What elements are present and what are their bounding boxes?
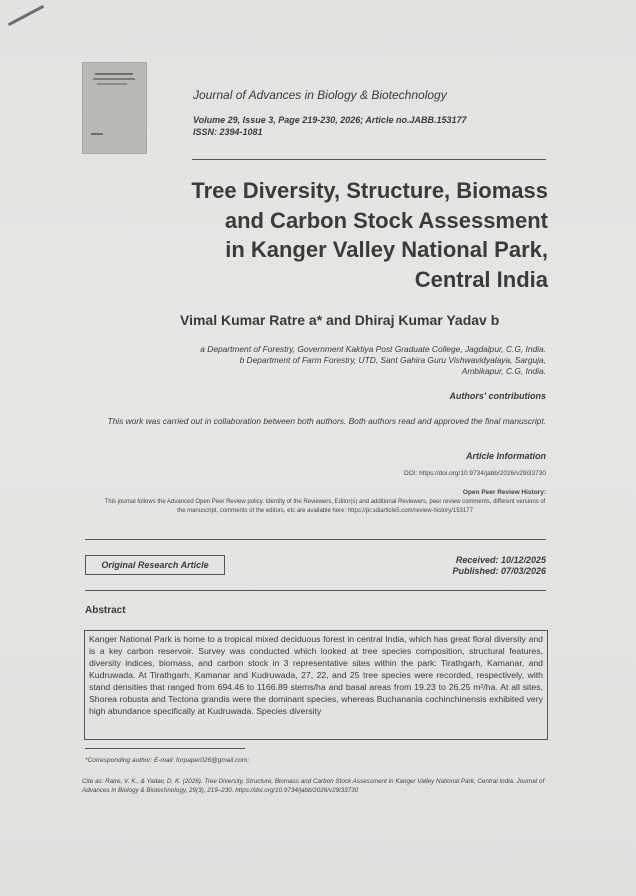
cover-logo-line [91,133,103,135]
corresponding-author: *Corresponding author: E-mail: forpaper026@gmail.com; [85,757,250,764]
affiliation-b-cont: Ambikapur, C.G, India. [461,366,546,376]
abstract-rule [85,590,546,591]
published-date: Published: 07/03/2026 [452,566,546,576]
journal-name: Journal of Advances in Biology & Biotechnology [193,88,447,102]
cover-title-line [97,83,127,85]
article-title [128,176,548,294]
title-line: in Kanger Valley National Park, [225,237,548,262]
peer-review-text: This journal follows the Advanced Open Peer Review policy. Identity of the Reviewers, Editor(s) and additional Reviewers, peer review comments, different versions of the manuscript, comments of the editors, etc are available here: https://pr.sdiarticle5.com/review-history/153177 [104,499,546,514]
affiliation-a: a Department of Forestry, Government Kaktiya Post Graduate College, Jagdalpur, C.G, India. [200,344,546,354]
footnote-rule [85,748,245,749]
abstract-heading: Abstract [85,605,126,616]
contributions-text: This work was carried out in collaboration between both authors. Both authors read and approved the final manuscript. [107,416,546,426]
pen-mark [8,5,45,26]
title-line: and Carbon Stock Assessment [224,207,548,233]
title-line: Central India [414,266,548,292]
volume-line: Volume 29, Issue 3, Page 219-230, 2026; Article no.JABB.153177 [193,115,467,125]
header-rule [192,159,546,160]
doi-link[interactable]: DOI: https://doi.org/10.9734/jabb/2026/v29i33730 [403,470,546,477]
peer-review-heading: Open Peer Review History: [462,489,546,496]
journal-cover-thumbnail [82,62,147,154]
cover-title-line [93,78,135,80]
abstract-text: Kanger National Park is home to a tropical mixed deciduous forest in central India, which has great floral diversity and is a key carbon reservoir. Survey was conducted which looked at tree species composition, structural features, diversity indices, biomass, and carbon stock in 3 representative sites within the park: Tirathgarh, Kamanar, and Kudruwada. At Tirathgarh, Kamanar and Kudruwada, 27, 22, and 25 tree species were recorded, respectively, with stand densities that ranged from 694.46 to 1166.89 stems/ha and basal areas from 19.23 to 26.25 m²/ha. At all sites, Shorea robusta and Tectona grandis were the dominant species, whereas Buchanania cochinchinensis exhibited very high abundance specifically at Kudruwada. Species diversity [89,634,543,716]
article-dates [452,555,546,577]
contributions-heading: Authors' contributions [449,391,546,401]
article-type-box: Original Research Article [85,555,225,575]
title-line: Tree Diversity, Structure, Biomass [191,178,548,203]
cover-title-line [95,73,133,75]
affiliation-b: b Department of Farm Forestry, UTD, Sant Gahira Guru Vishwavidyalaya, Sarguja, [239,355,546,365]
citation: Cite as: Ratre, V. K., & Yadav, D. K. (2026). Tree Diversity, Structure, Biomass and Carbon Stock Assessment in Kanger Valley National Park, Central India. Journal of Advances in Biology & Biotechnology, 29(3), 219–230. https://doi.org/10.9734/jabb/2026/v29i33730 [82,778,545,794]
abstract-box [84,630,548,740]
article-info-heading: Article Information [465,451,546,461]
issn: ISSN: 2394-1081 [193,127,263,137]
info-rule [85,539,546,540]
author-line: Vimal Kumar Ratre a* and Dhiraj Kumar Yadav b [180,312,500,328]
received-date: Received: 10/12/2025 [455,555,546,565]
